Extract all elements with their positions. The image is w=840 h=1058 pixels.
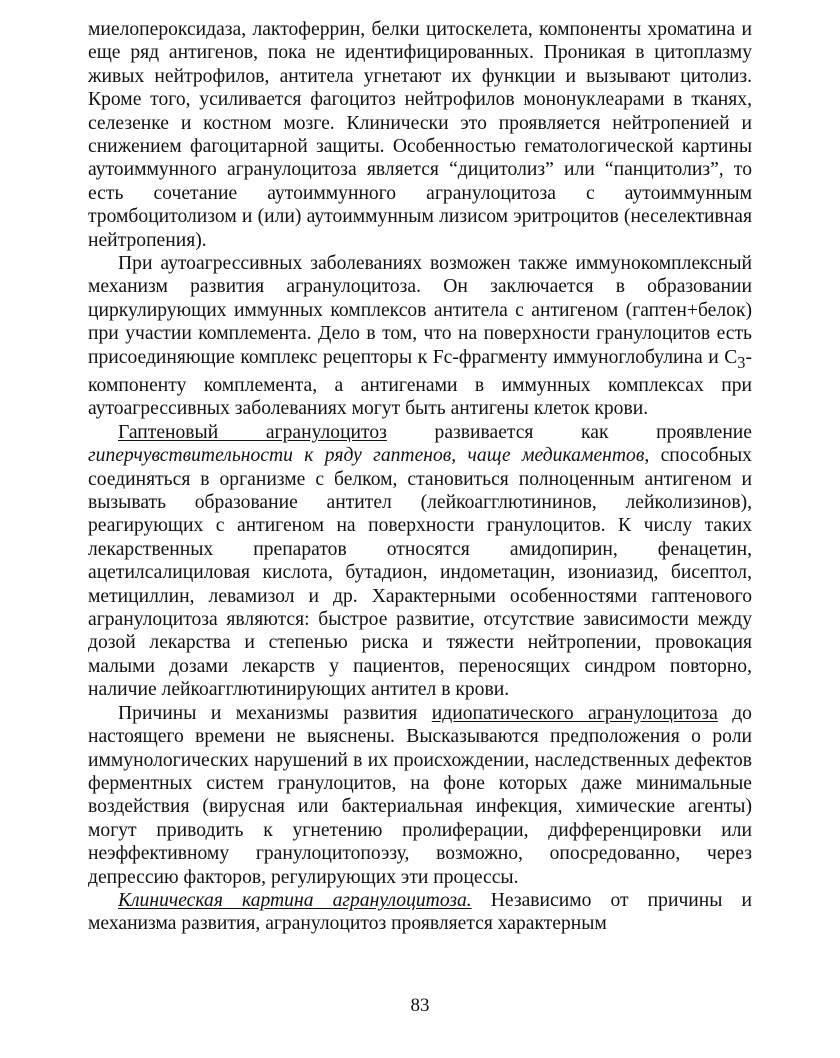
paragraph-text: развивается как проявление xyxy=(386,421,752,443)
paragraph-text: Причины и механизмы развития xyxy=(118,702,432,724)
paragraph-text: -компоненту комплемента, а антигенами в иммунных комплексах при аутоагрессивных заболеваниях могут быть антигены клеток крови. xyxy=(88,346,752,420)
term-hapten-agranulocytosis: Гаптеновый агранулоцитоз xyxy=(118,421,387,443)
term-clinical-picture: Клиническая картина агранулоцитоза. xyxy=(118,889,472,911)
paragraph-text: , способных соединяться в организме с белком, становиться полноценным антигеном и вызывать образование антител (лейкоагглютининов, лейколизинов), реагирующих с антигеном на поверхности гранулоцитов. К числу таких лекарственных препаратов относятся амидопирин, фенацетин, ацетилсалициловая кислота, бутадион, индометацин, изониазид, бисептол, метициллин, левамизол и др. Характерными особенностями гаптенового агранулоцитоза являются: быстрое развитие, отсутствие зависимости между дозой лекарства и степенью риска и тяжести нейтропении, провокация малыми дозами лекарств у пациентов, переносящих синдром повторно, наличие лейкоагглютинирующих антител в крови. xyxy=(88,445,752,701)
paragraph-idiopathic-agranulocytosis xyxy=(88,702,752,889)
term-idiopathic-agranulocytosis: идиопатического агранулоцитоза xyxy=(431,702,718,724)
italic-phrase: гиперчувствительности к ряду гаптенов, чаще медикаментов xyxy=(88,445,645,467)
paragraph-hapten-agranulocytosis xyxy=(88,421,752,702)
paragraph-text: до настоящего времени не выяснены. Высказываются предположения о роли иммунологических нарушений в их происхождении, наследственных дефектов ферментных систем гранулоцитов, на фоне которых даже минимальные воздействия (вирусная или бактериальная инфекция, химические агенты) могут приводить к угнетению пролиферации, дифференцировки или неэффективному гранулоцитопоэзу, возможно, опосредованно, через депрессию факторов, регулирующих эти процессы. xyxy=(88,702,752,888)
paragraph-clinical-picture xyxy=(88,889,752,936)
paragraph-text: Независимо от причины и механизма развития, агранулоцитоз проявляется характерным xyxy=(88,889,752,935)
page-number: 83 xyxy=(410,995,430,1016)
paragraph-text: При аутоагрессивных заболеваниях возможен также иммунокомплексный механизм развития агранулоцитоза. Он заключается в образовании циркулирующих иммунных комплексов антитела с антигеном (гаптен+белок) при участии комплемента. Дело в том, что на поверхности гранулоцитов есть присоединяющие комплекс рецепторы к Fc-фрагменту иммуноглобулина и C xyxy=(88,253,752,368)
paragraph-autoimmune-agranulocytosis: миелопероксидаза, лактоферрин, белки цитоскелета, компоненты хроматина и еще ряд антигенов, пока не идентифицированных. Проникая в цитоплазму живых нейтрофилов, антитела угнетают их функции и вызывают цитолиз. Кроме того, усиливается фагоцитоз нейтрофилов мононуклеарами в тканях, селезенке и костном мозге. Клинически это проявляется нейтропенией и снижением фагоцитарной защиты. Особенностью гематологической картины аутоиммунного агранулоцитоза является “дицитолиз” или “панцитолиз”, то есть сочетание аутоиммунного агранулоцитоза с аутоиммунным тромбоцитолизом и (или) аутоиммунным лизисом эритроцитов (неселективная нейтропения). xyxy=(88,19,752,251)
subscript-index: 3 xyxy=(737,352,746,372)
paragraph-immunocomplex-mechanism xyxy=(88,252,752,421)
